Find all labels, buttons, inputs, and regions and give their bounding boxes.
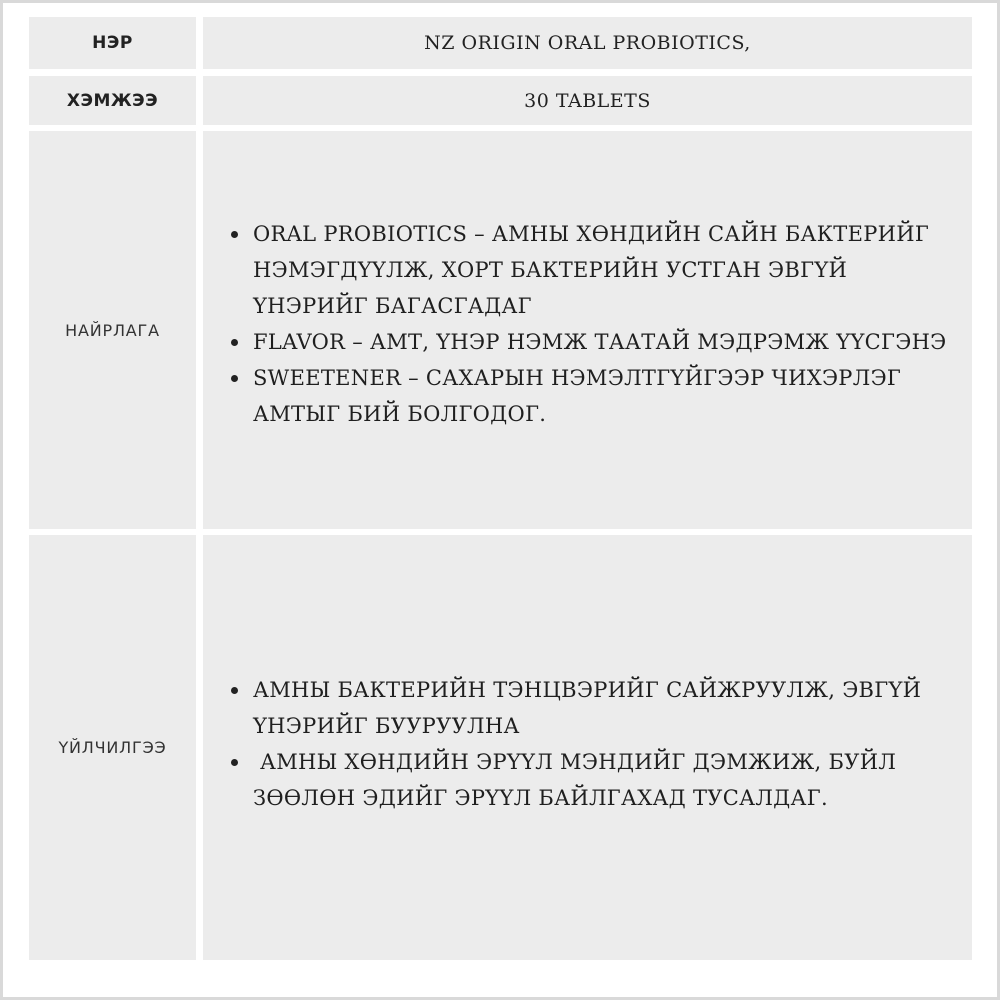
benefit-item: [229, 672, 958, 744]
ingredient-item: [229, 324, 958, 360]
name-value-cell: [203, 17, 972, 69]
name-label: НЭР: [92, 33, 133, 53]
benefits-list-wrap: [203, 672, 972, 816]
size-value: 30 TABLETS: [524, 89, 651, 112]
benefit-item: [229, 744, 958, 816]
benefits-label: ҮЙЛЧИЛГЭЭ: [58, 738, 167, 757]
ingredient-item: [229, 216, 958, 324]
ingredients-label: НАЙРЛАГА: [65, 320, 160, 340]
bullet-icon: [231, 759, 238, 766]
ingredients-list: [229, 216, 958, 432]
bullet-icon: [231, 687, 238, 694]
benefit-text: АМНЫ БАКТЕРИЙН ТЭНЦВЭРИЙГ САЙЖРУУЛЖ, ЭВГҮЙ ҮНЭРИЙГ БУУРУУЛНА: [253, 677, 922, 738]
ingredient-text: SWEETENER – САХАРЫН НЭМЭЛТГҮЙГЭЭР ЧИХЭРЛЭГ АМТЫГ БИЙ БОЛГОДОГ.: [253, 366, 902, 426]
ingredients-value-cell: [203, 131, 972, 529]
bullet-icon: [231, 375, 238, 382]
bullet-icon: [231, 339, 238, 346]
name-value: NZ ORIGIN ORAL PROBIOTICS,: [424, 32, 751, 54]
bullet-icon: [231, 231, 238, 238]
ingredient-text: FLAVOR – АМТ, ҮНЭР НЭМЖ ТААТАЙ МЭДРЭМЖ ҮҮСГЭНЭ: [253, 330, 947, 354]
benefits-value-cell: [203, 535, 972, 960]
benefit-text: АМНЫ ХӨНДИЙН ЭРҮҮЛ МЭНДИЙГ ДЭМЖИЖ, БУЙЛ ЗӨӨЛӨН ЭДИЙГ ЭРҮҮЛ БАЙЛГАХАД ТУСАЛДАГ.: [253, 749, 904, 810]
name-label-cell: [29, 17, 196, 69]
size-label-cell: [29, 76, 196, 125]
ingredients-list-wrap: [203, 216, 972, 432]
benefits-label-cell: [29, 535, 196, 960]
size-label: ХЭМЖЭЭ: [66, 90, 159, 111]
ingredient-text: ORAL PROBIOTICS – АМНЫ ХӨНДИЙН САЙН БАКТЕРИЙГ НЭМЭГДҮҮЛЖ, ХОРТ БАКТЕРИЙН УСТГАН ЭВГҮЙ ҮНЭРИЙГ БАГАСГАДАГ: [253, 222, 930, 318]
ingredients-label-cell: [29, 131, 196, 529]
size-value-cell: [203, 76, 972, 125]
benefits-list: [229, 672, 958, 816]
ingredient-item: [229, 360, 958, 432]
